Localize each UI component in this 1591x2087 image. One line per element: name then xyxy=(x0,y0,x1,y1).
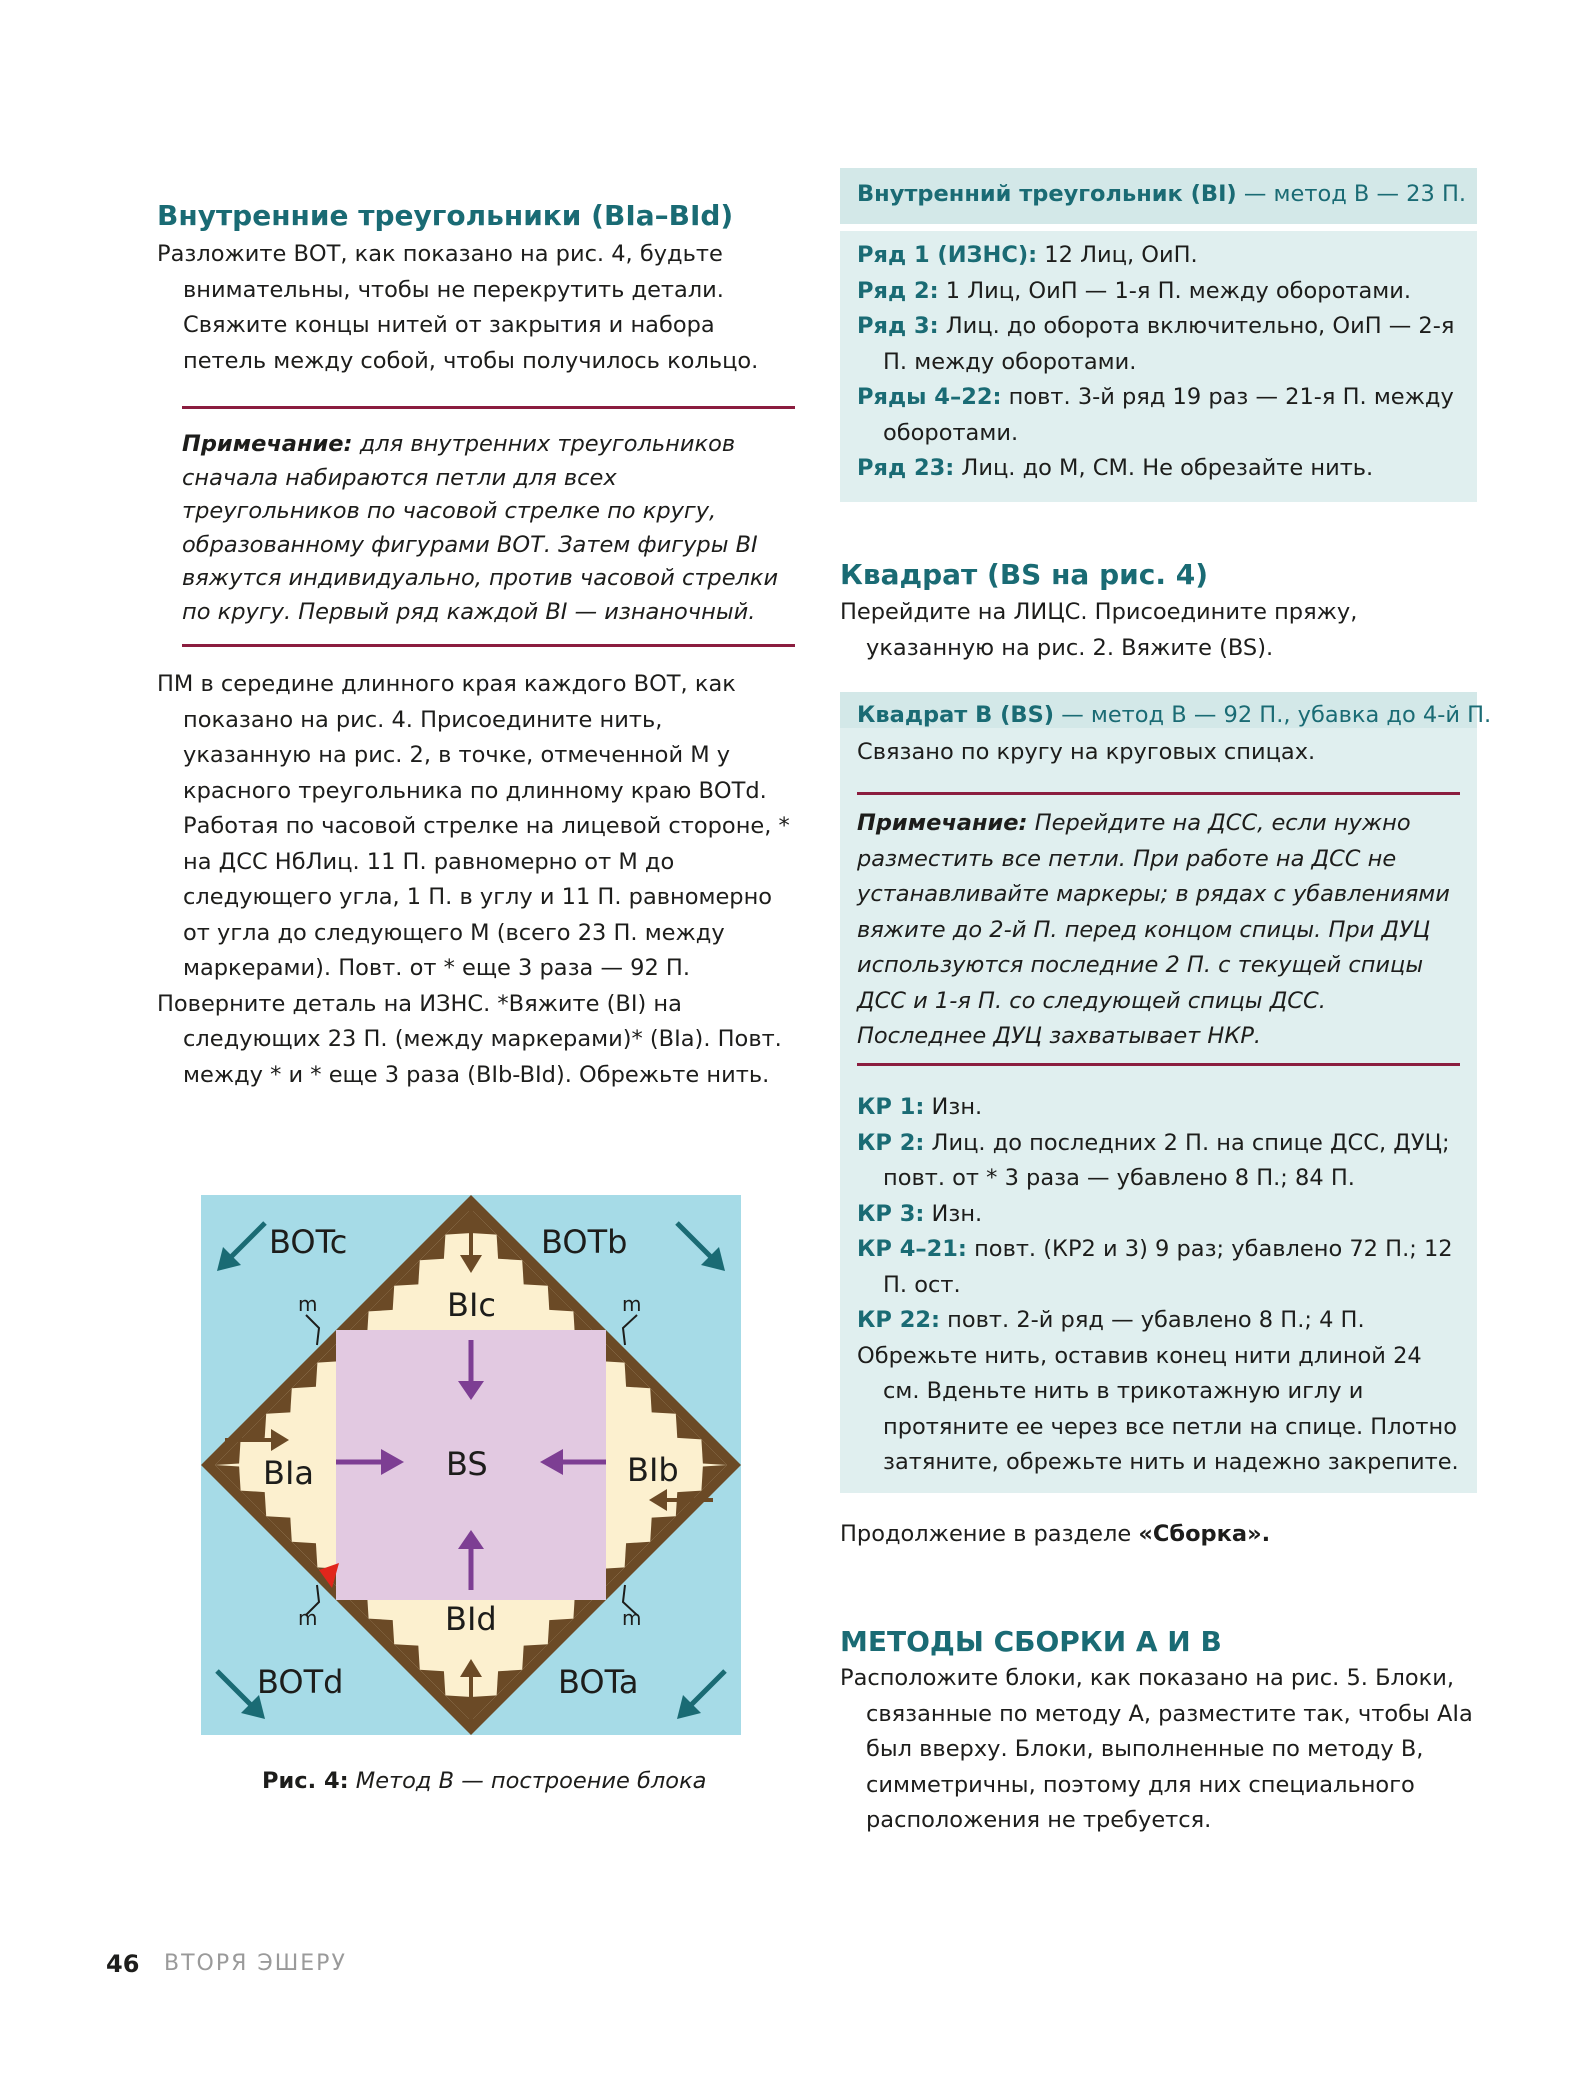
row-line xyxy=(857,309,1462,380)
label-bs: BS xyxy=(446,1445,488,1483)
section-heading-assembly: МЕТОДЫ СБОРКИ А И В xyxy=(840,1625,1222,1658)
box-bs-title-bold: Квадрат В (BS) xyxy=(857,702,1055,728)
row-line xyxy=(857,274,1462,310)
note-text xyxy=(182,428,782,629)
label-bic: BIc xyxy=(447,1286,496,1324)
kr-text: Изн. xyxy=(924,1094,983,1120)
box-bs-title-rest: — метод В — 92 П., убавка до 4-й П. xyxy=(1054,702,1492,728)
box-bi-title-bold: Внутренний треугольник (BI) xyxy=(857,181,1237,207)
box-bi-title-rest: — метод В — 23 П. xyxy=(1236,181,1467,207)
note2-divider-bottom xyxy=(857,1063,1460,1066)
note2-label: Примечание: xyxy=(857,810,1028,836)
figure-caption-text: Метод В — построение блока xyxy=(348,1768,707,1794)
paragraph-text: Разложите ВОТ, как показано на рис. 4, будьте внимательны, чтобы не перекрутить детали. Свяжите концы нитей от закрытия и набора петель между собой, чтобы получилось кольцо. xyxy=(157,241,759,374)
paragraph-assembly xyxy=(840,1661,1485,1839)
box-bs-title xyxy=(857,698,1491,734)
continuation-line xyxy=(840,1517,1270,1553)
row-text: Лиц. до оборота включительно, ОиП — 2-я П. между оборотами. xyxy=(883,313,1455,375)
kr-label: КР 1: xyxy=(857,1094,925,1120)
kr-text: повт. 2-й ряд — убавлено 8 П.; 4 П. xyxy=(940,1307,1365,1333)
kr-label: КР 22: xyxy=(857,1307,941,1333)
page-number: 46 xyxy=(106,1950,140,1978)
paragraph-text: Расположите блоки, как показано на рис. 5. Блоки, связанные по методу А, разместите так, чтобы AIa был вверху. Блоки, выполненные по методу В, симметричны, поэтому для них специального расположения не требуется. xyxy=(840,1665,1473,1833)
note-block xyxy=(182,428,782,629)
label-botb: BOTb xyxy=(541,1223,628,1261)
label-m-br: m xyxy=(622,1606,642,1630)
row-text: повт. 3-й ряд 19 раз — 21-я П. между оборотами. xyxy=(883,384,1454,446)
figure-block-construction xyxy=(201,1195,741,1735)
row-text: Лиц. до М, СМ. Не обрезайте нить. xyxy=(954,455,1374,481)
kr-text: Изн. xyxy=(924,1200,983,1227)
kr-line xyxy=(857,1303,1462,1339)
box-bs-subtitle: Связано по кругу на круговых спицах. xyxy=(857,739,1316,765)
box-bi-title xyxy=(857,178,1466,211)
row-label: Ряды 4–22: xyxy=(857,384,1002,410)
label-m-tr: m xyxy=(622,1292,642,1316)
kr-label: КР 3: xyxy=(857,1200,925,1227)
box-bi-rows xyxy=(857,238,1462,487)
note-divider-top xyxy=(182,406,795,409)
kr-rows xyxy=(857,1090,1462,1481)
note-label: Примечание: xyxy=(182,431,353,457)
row-label: Ряд 23: xyxy=(857,455,955,481)
label-m-bl: m xyxy=(298,1606,318,1630)
row-label: Ряд 2: xyxy=(857,277,939,304)
paragraph-intro xyxy=(157,237,797,379)
section-heading-square: Квадрат (BS на рис. 4) xyxy=(840,558,1208,591)
note2-divider-top xyxy=(857,792,1460,795)
kr-text: Лиц. до последних 2 П. на спице ДСС, ДУЦ; повт. от * 3 раза — убавлено 8 П.; 84 П. xyxy=(883,1129,1450,1191)
label-botd: BOTd xyxy=(257,1663,344,1701)
row-text: 1 Лиц, ОиП — 1-я П. между оборотами. xyxy=(938,277,1411,304)
note2-block xyxy=(857,806,1457,1055)
kr-line xyxy=(857,1090,1462,1126)
row-line xyxy=(857,451,1462,487)
paragraph-square xyxy=(840,595,1480,666)
kr-text: повт. (КР2 и 3) 9 раз; убавлено 72 П.; 12 П. ост. xyxy=(883,1236,1453,1298)
section-heading-inner-triangles: Внутренние треугольники (BIa–BId) xyxy=(157,199,734,232)
paragraph-text: ПМ в середине длинного края каждого ВОТ, как показано на рис. 4. Присоедините нить, указанную на рис. 2, в точке, отмеченной М у красного треугольника по длинному краю ВОТd. Работая по часовой стрелке на лицевой стороне, * на ДСС НбЛиц. 11 П. равномерно от М до следующего угла, 1 П. в углу и 11 П. равномерно от угла до следующего М (всего 23 П. между маркерами). Повт. от * еще 3 раза — 92 П. xyxy=(157,671,790,981)
label-m-tl: m xyxy=(298,1292,318,1316)
row-text: 12 Лиц, ОиП. xyxy=(1037,242,1198,268)
label-bid: BId xyxy=(445,1600,497,1638)
kr-line xyxy=(857,1232,1462,1303)
paragraph-markers xyxy=(157,667,797,1093)
running-title: ВТОРЯ ЭШЕРУ xyxy=(164,1951,347,1976)
note2-text xyxy=(857,806,1457,1055)
continuation-link: «Сборка». xyxy=(1138,1521,1271,1547)
row-line xyxy=(857,380,1462,451)
continuation-text: Продолжение в разделе xyxy=(840,1521,1139,1547)
label-botc: BOTc xyxy=(269,1223,348,1261)
kr-line xyxy=(857,1126,1462,1197)
kr-line xyxy=(857,1197,1462,1233)
label-bia: BIa xyxy=(263,1454,314,1492)
note-divider-bottom xyxy=(182,644,795,647)
kr-end: Обрежьте нить, оставив конец нити длиной 24 см. Вденьте нить в трикотажную иглу и протяните ее через все петли на спице. Плотно затяните, обрежьте нить и надежно закрепите. xyxy=(857,1342,1459,1475)
row-line xyxy=(857,238,1462,274)
label-bota: BOTa xyxy=(558,1663,639,1701)
row-label: Ряд 3: xyxy=(857,313,939,339)
kr-label: КР 2: xyxy=(857,1129,925,1156)
row-label: Ряд 1 (ИЗНС): xyxy=(857,242,1038,268)
paragraph-text: Перейдите на ЛИЦС. Присоедините пряжу, указанную на рис. 2. Вяжите (BS). xyxy=(840,599,1358,661)
kr-label: КР 4–21: xyxy=(857,1236,967,1262)
label-bib: BIb xyxy=(627,1451,679,1489)
figure-caption-label: Рис. 4: xyxy=(262,1768,349,1794)
note2-body: Перейдите на ДСС, если нужно разместить все петли. При работе на ДСС не устанавливайте маркеры; в рядах с убавлениями вяжите до 2-й П. перед концом спицы. При ДУЦ используются последние 2 П. с текущей спицы ДСС и 1-я П. со следующей спицы ДСС. Последнее ДУЦ захватывает НКР. xyxy=(857,810,1450,1049)
paragraph-text: Поверните деталь на ИЗНС. *Вяжите (BI) на следующих 23 П. (между маркерами)* (BIa). Повт. между * и * еще 3 раза (BIb-BId). Обрежьте нить. xyxy=(157,990,782,1088)
note-body: для внутренних треугольников сначала набираются петли для всех треугольников по часовой стрелке по кругу, образованному фигурами ВОТ. Затем фигуры BI вяжутся индивидуально, против часовой стрелки по кругу. Первый ряд каждой BI — изнаночный. xyxy=(182,431,779,625)
figure-caption xyxy=(262,1768,706,1794)
